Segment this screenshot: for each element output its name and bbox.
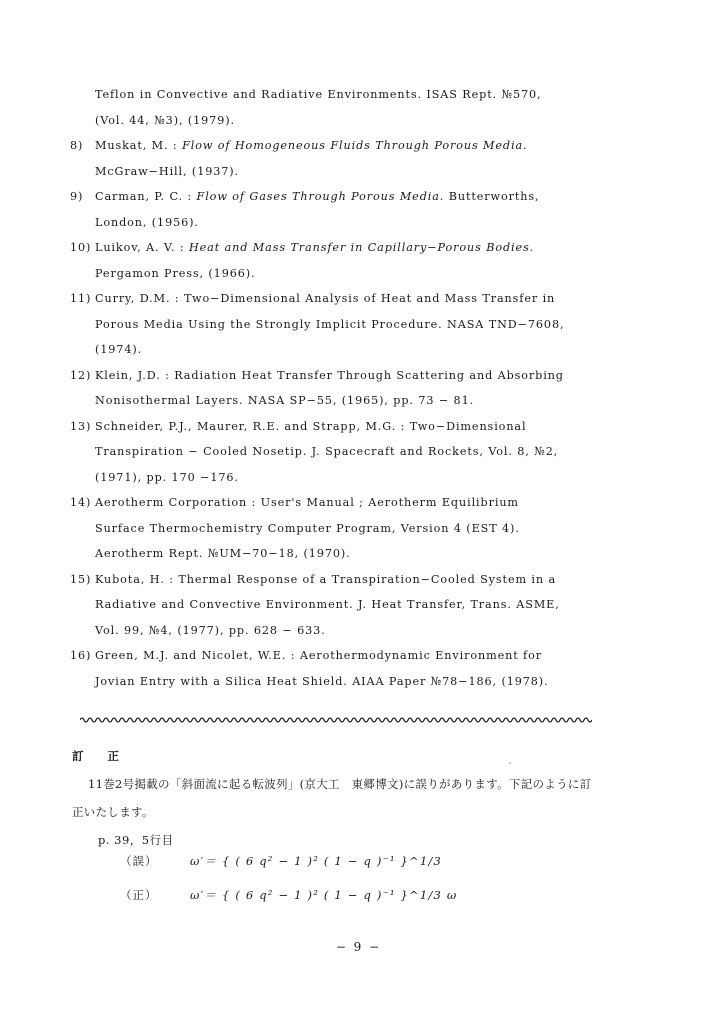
- wavy-divider: [80, 713, 592, 727]
- reference-line: 16) Green, M.J. and Nicolet, W.E. : Aerothermodynamic Environment for: [70, 649, 542, 662]
- reference-line: Aerotherm Rept. №UM−70−18, (1970).: [95, 547, 351, 560]
- reference-line: Nonisothermal Layers. NASA SP−55, (1965), pp. 73 − 81.: [95, 394, 475, 407]
- reference-line: 15) Kubota, H. : Thermal Response of a Transpiration−Cooled System in a: [70, 572, 557, 586]
- reference-list: [0, 82, 717, 694]
- reference-line: (1971), pp. 170 −176.: [95, 470, 239, 484]
- reference-line: Porous Media Using the Strongly Implicit Procedure. NASA TND−7608,: [95, 317, 565, 331]
- errata-body-line1: 11巻2号掲載の「斜面流に起る転波列」(京大工 東郷博文)に誤りがあります。下記のように訂: [88, 777, 592, 791]
- errata-body-line2: 正いたします。: [72, 805, 154, 819]
- correct-label: （正）: [120, 888, 158, 902]
- page-number: − 9 −: [335, 940, 382, 954]
- errata-correct-row: [0, 882, 717, 908]
- reference-line: Jovian Entry with a Silica Heat Shield. AIAA Paper №78−186, (1978).: [95, 674, 549, 688]
- errata-title: 訂 正: [72, 749, 130, 763]
- wrong-formula: ω′＝ { ( 6 q² − 1 )² ( 1 − q )⁻¹ }^1/3: [190, 854, 442, 868]
- reference-line: (Vol. 44, №3), (1979).: [95, 113, 235, 127]
- reference-line: (1974).: [95, 343, 143, 356]
- reference-line: 10) Luikov, A. V. : Heat and Mass Transfer in Capillary−Porous Bodies.: [70, 241, 535, 254]
- correct-formula: ω′＝ { ( 6 q² − 1 )² ( 1 − q )⁻¹ }^1/3 ω: [190, 888, 458, 902]
- wrong-label: （誤）: [120, 854, 158, 868]
- reference-line: London, (1956).: [95, 215, 199, 229]
- errata-wrong-row: [0, 848, 717, 874]
- reference-line: 13) Schneider, P.J., Maurer, R.E. and Strapp, M.G. : Two−Dimensional: [70, 419, 527, 433]
- reference-line: Surface Thermochemistry Computer Program, Version 4 (EST 4).: [95, 521, 520, 535]
- reference-line: 8) Muskat, M. : Flow of Homogeneous Fluids Through Porous Media.: [70, 139, 528, 152]
- reference-line: Radiative and Convective Environment. J. Heat Transfer, Trans. ASME,: [95, 598, 560, 611]
- reference-line: Teflon in Convective and Radiative Environments. ISAS Rept. №570,: [95, 88, 542, 101]
- reference-line: Transpiration − Cooled Nosetip. J. Spacecraft and Rockets, Vol. 8, №2,: [95, 445, 559, 458]
- reference-line: 12) Klein, J.D. : Radiation Heat Transfer Through Scattering and Absorbing: [70, 368, 564, 382]
- reference-line: 9) Carman, P. C. : Flow of Gases Through Porous Media. Butterworths,: [70, 190, 540, 203]
- reference-line: 11) Curry, D.M. : Two−Dimensional Analysis of Heat and Mass Transfer in: [70, 292, 556, 305]
- reference-line: Pergamon Press, (1966).: [95, 266, 256, 280]
- reference-line: McGraw−Hill, (1937).: [95, 164, 239, 178]
- reference-line: Vol. 99, №4, (1977), pp. 628 − 633.: [95, 623, 326, 637]
- scan-speck: [509, 762, 511, 764]
- reference-line: 14) Aerotherm Corporation : User's Manual ; Aerotherm Equilibrium: [70, 496, 519, 509]
- errata-location: p. 39，5行目: [98, 833, 174, 847]
